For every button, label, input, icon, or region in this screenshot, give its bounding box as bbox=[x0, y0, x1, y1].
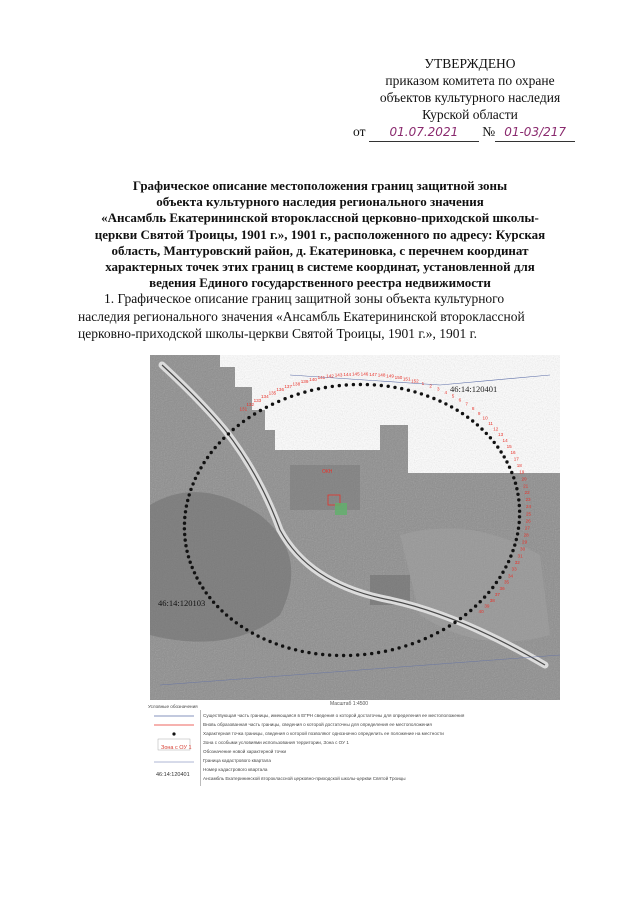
boundary-point bbox=[256, 634, 259, 637]
boundary-point bbox=[384, 650, 387, 653]
boundary-point bbox=[516, 493, 519, 496]
boundary-point bbox=[495, 581, 498, 584]
boundary-point bbox=[328, 653, 331, 656]
boundary-point-label: 11 bbox=[488, 420, 493, 426]
boundary-point bbox=[314, 652, 317, 655]
boundary-point bbox=[413, 390, 416, 393]
boundary-point-label: 35 bbox=[503, 579, 510, 585]
boundary-point-label: 24 bbox=[525, 504, 532, 510]
boundary-point bbox=[491, 586, 494, 589]
boundary-point bbox=[498, 576, 501, 579]
boundary-point-label: 147 bbox=[369, 371, 377, 377]
boundary-point bbox=[471, 419, 474, 422]
boundary-point bbox=[496, 445, 499, 448]
boundary-point-label: 23 bbox=[525, 497, 531, 503]
boundary-point bbox=[516, 532, 519, 535]
boundary-point bbox=[189, 488, 192, 491]
legend-row: Зона с особыми условиями использования территории, Зона с ОУ 1 bbox=[203, 740, 349, 745]
boundary-point bbox=[517, 498, 520, 501]
boundary-point bbox=[237, 424, 240, 427]
boundary-point bbox=[504, 565, 507, 568]
boundary-point bbox=[515, 538, 518, 541]
boundary-point bbox=[345, 383, 348, 386]
approval-line-3: объектов культурного наследия bbox=[379, 90, 561, 105]
legend-divider bbox=[200, 710, 201, 786]
boundary-point-label: 26 bbox=[525, 518, 531, 524]
boundary-point bbox=[505, 460, 508, 463]
boundary-point-label: 17 bbox=[513, 456, 519, 462]
boundary-point bbox=[349, 654, 352, 657]
boundary-point bbox=[230, 617, 233, 620]
boundary-point bbox=[245, 628, 248, 631]
boundary-point bbox=[220, 609, 223, 612]
boundary-point bbox=[518, 521, 521, 524]
boundary-point-label: 150 bbox=[394, 374, 403, 380]
boundary-point-label: 12 bbox=[493, 426, 499, 432]
boundary-point bbox=[513, 543, 516, 546]
boundary-point bbox=[420, 392, 423, 395]
boundary-point bbox=[377, 651, 380, 654]
boundary-point-label: 27 bbox=[524, 525, 530, 531]
title-line-6: характерных точек этих границ в системе координат, установленной для bbox=[105, 259, 535, 275]
boundary-point-label: 29 bbox=[522, 539, 528, 545]
boundary-point-label: 151 bbox=[402, 376, 411, 382]
boundary-point bbox=[479, 600, 482, 603]
boundary-point bbox=[338, 384, 341, 387]
boundary-point-label: 32 bbox=[514, 560, 520, 565]
boundary-point-label: 14 bbox=[502, 437, 508, 443]
boundary-point bbox=[184, 510, 187, 513]
boundary-point bbox=[194, 477, 197, 480]
paragraph-line-3: церковно-приходской школы-церкви Святой Троицы, 1901 г.», 1901 г. bbox=[78, 326, 477, 341]
boundary-point bbox=[275, 642, 278, 645]
boundary-point-label: 139 bbox=[300, 378, 309, 384]
boundary-point bbox=[222, 437, 225, 440]
boundary-point bbox=[294, 648, 297, 651]
boundary-point bbox=[310, 389, 313, 392]
boundary-point bbox=[193, 571, 196, 574]
boundary-point bbox=[512, 476, 515, 479]
boundary-point-label: 16 bbox=[510, 450, 516, 456]
boundary-point-label: 142 bbox=[326, 373, 334, 379]
legend-symbol-point bbox=[172, 732, 175, 735]
boundary-point bbox=[510, 471, 513, 474]
boundary-point bbox=[317, 387, 320, 390]
boundary-point bbox=[183, 522, 186, 525]
paragraph-line-1: 1. Графическое описание границ защитной зоны объекта культурного bbox=[104, 291, 505, 306]
boundary-point-label: 30 bbox=[520, 546, 526, 552]
boundary-point bbox=[485, 432, 488, 435]
boundary-point-label: 28 bbox=[523, 532, 529, 538]
boundary-point bbox=[474, 604, 477, 607]
boundary-point bbox=[183, 516, 186, 519]
boundary-point bbox=[450, 405, 453, 408]
legend-zone-label: Зона с ОУ 1 bbox=[161, 745, 192, 751]
boundary-point-label: 152 bbox=[411, 378, 419, 384]
boundary-point bbox=[373, 383, 376, 386]
boundary-point bbox=[424, 637, 427, 640]
boundary-point bbox=[417, 640, 420, 643]
boundary-point bbox=[208, 596, 211, 599]
boundary-point-label: 37 bbox=[494, 592, 500, 598]
boundary-point bbox=[483, 595, 486, 598]
boundary-point-label: 2 bbox=[429, 383, 432, 389]
boundary-point bbox=[335, 654, 338, 657]
title-line-2: объекта культурного наследия регионального значения bbox=[156, 194, 484, 210]
boundary-point-label: 5 bbox=[451, 393, 455, 399]
number-label: № bbox=[482, 124, 496, 139]
boundary-point bbox=[507, 560, 510, 563]
legend-row: Характерная точка границы, сведения о которой позволяют однозначно определить ее положение на местности bbox=[203, 731, 444, 736]
boundary-point-label: 132 bbox=[246, 402, 255, 408]
from-label: от bbox=[353, 124, 366, 139]
boundary-point-label: 4 bbox=[444, 389, 448, 395]
boundary-point-label: 140 bbox=[309, 376, 317, 382]
boundary-point bbox=[214, 446, 217, 449]
boundary-point bbox=[283, 397, 286, 400]
boundary-point bbox=[400, 387, 403, 390]
boundary-point-label: 135 bbox=[268, 390, 277, 396]
boundary-point-label: 22 bbox=[524, 490, 530, 496]
boundary-point bbox=[259, 409, 262, 412]
boundary-point-label: 145 bbox=[351, 371, 360, 377]
boundary-point bbox=[290, 395, 293, 398]
legend-row: Существующая часть границы, имеющаяся в ЕГРН сведения о которой достаточны для определения ее местоположения bbox=[203, 713, 465, 718]
boundary-point-label: 146 bbox=[360, 371, 369, 377]
boundary-point bbox=[461, 412, 464, 415]
boundary-point bbox=[426, 394, 429, 397]
boundary-point bbox=[212, 601, 215, 604]
boundary-point bbox=[183, 533, 186, 536]
boundary-point bbox=[196, 471, 199, 474]
approval-sign-line bbox=[353, 123, 603, 142]
boundary-point-label: 15 bbox=[506, 443, 512, 449]
boundary-point-label: 138 bbox=[292, 381, 301, 387]
legend-row: Вновь образованная часть границы, сведения о которой достаточны для определения ее местоположения bbox=[203, 722, 432, 727]
legend-row: Номер кадастрового квартала bbox=[203, 767, 268, 772]
legend-row: Обозначение новой характерной точки bbox=[203, 749, 287, 754]
boundary-point-label: 141 bbox=[317, 375, 326, 381]
boundary-point bbox=[185, 504, 188, 507]
boundary-point-label: 134 bbox=[260, 394, 269, 399]
boundary-point-label: 33 bbox=[511, 566, 517, 572]
boundary-point-label: 149 bbox=[386, 373, 394, 379]
boundary-point bbox=[206, 456, 209, 459]
boundary-point bbox=[201, 586, 204, 589]
boundary-point bbox=[297, 392, 300, 395]
boundary-point bbox=[393, 386, 396, 389]
boundary-map bbox=[140, 355, 560, 700]
boundary-point bbox=[187, 555, 190, 558]
boundary-point bbox=[459, 617, 462, 620]
boundary-point-label: 40 bbox=[478, 609, 484, 615]
boundary-point bbox=[277, 400, 280, 403]
boundary-point-label: 1 bbox=[421, 380, 425, 386]
boundary-point bbox=[195, 576, 198, 579]
boundary-point bbox=[268, 640, 271, 643]
boundary-point bbox=[262, 637, 265, 640]
boundary-point bbox=[307, 651, 310, 654]
boundary-point-label: 143 bbox=[334, 372, 343, 378]
boundary-point-label: 21 bbox=[523, 483, 529, 489]
boundary-point bbox=[515, 487, 518, 490]
boundary-point bbox=[331, 385, 334, 388]
boundary-point bbox=[487, 591, 490, 594]
boundary-point bbox=[342, 654, 345, 657]
approval-date: 01.07.2021 bbox=[369, 124, 479, 142]
boundary-point bbox=[518, 504, 521, 507]
boundary-point bbox=[432, 397, 435, 400]
boundary-point bbox=[247, 416, 250, 419]
boundary-point bbox=[218, 441, 221, 444]
boundary-point bbox=[253, 412, 256, 415]
boundary-point-label: 136 bbox=[276, 387, 285, 392]
boundary-point bbox=[397, 646, 400, 649]
title-line-5: область, Мантуровский район, д. Екатериновка, с перечнем координат bbox=[111, 242, 529, 258]
boundary-point bbox=[469, 609, 472, 612]
boundary-point bbox=[464, 613, 467, 616]
approval-number: 01-03/217 bbox=[495, 124, 575, 142]
boundary-point bbox=[438, 399, 441, 402]
paragraph-line-2: наследия регионального значения «Ансамбль Екатерининской второклассной bbox=[78, 308, 525, 324]
boundary-point-label: 20 bbox=[521, 476, 527, 482]
boundary-point bbox=[287, 646, 290, 649]
boundary-point-label: 38 bbox=[489, 598, 495, 603]
boundary-point bbox=[363, 653, 366, 656]
approval-line-2: приказом комитета по охране bbox=[385, 73, 555, 88]
boundary-point bbox=[198, 581, 201, 584]
boundary-point-label: 148 bbox=[377, 372, 386, 378]
boundary-point bbox=[186, 499, 189, 502]
boundary-point bbox=[366, 383, 369, 386]
boundary-point bbox=[499, 450, 502, 453]
boundary-point bbox=[411, 642, 414, 645]
approval-title: УТВЕРЖДЕНО bbox=[424, 56, 516, 71]
boundary-point bbox=[511, 549, 514, 552]
boundary-point bbox=[430, 634, 433, 637]
boundary-point bbox=[444, 402, 447, 405]
boundary-point bbox=[271, 403, 274, 406]
boundary-point bbox=[240, 625, 243, 628]
boundary-point bbox=[514, 482, 517, 485]
boundary-point-label: 137 bbox=[284, 384, 293, 389]
boundary-point bbox=[453, 621, 456, 624]
boundary-point bbox=[189, 561, 192, 564]
boundary-point-label: 3 bbox=[437, 386, 440, 392]
boundary-point bbox=[508, 466, 511, 469]
boundary-point bbox=[251, 631, 254, 634]
boundary-point bbox=[227, 432, 230, 435]
boundary-point bbox=[202, 461, 205, 464]
approval-block bbox=[353, 55, 585, 139]
legend-quarter-label: 46:14:120401 bbox=[156, 772, 190, 778]
title-line-1: Графическое описание местоположения границ защитной зоны bbox=[132, 178, 508, 193]
boundary-point bbox=[188, 493, 191, 496]
boundary-point bbox=[235, 621, 238, 624]
boundary-point bbox=[391, 648, 394, 651]
boundary-point bbox=[242, 420, 245, 423]
boundary-point-label: 7 bbox=[465, 401, 468, 407]
title-line-7: ведения Единого государственного реестра недвижимости bbox=[149, 275, 491, 291]
boundary-point bbox=[407, 389, 410, 392]
boundary-point bbox=[456, 409, 459, 412]
boundary-point-label: 39 bbox=[484, 603, 490, 609]
satellite-imagery bbox=[150, 355, 560, 700]
boundary-point-label: 6 bbox=[458, 397, 462, 403]
boundary-point bbox=[380, 384, 383, 387]
boundary-point bbox=[518, 515, 521, 518]
boundary-point-label: 13 bbox=[498, 432, 504, 437]
boundary-point bbox=[359, 383, 362, 386]
boundary-point-label: 9 bbox=[477, 410, 481, 416]
paragraph-1 bbox=[78, 290, 572, 343]
boundary-point-label: 8 bbox=[471, 406, 475, 411]
boundary-point-label: 131 bbox=[239, 406, 248, 412]
boundary-point-label: 34 bbox=[507, 573, 514, 579]
boundary-point bbox=[265, 406, 268, 409]
approval-line-4: Курской области bbox=[422, 107, 518, 122]
boundary-point bbox=[352, 383, 355, 386]
map-scale: Масштаб 1:4500 bbox=[330, 701, 369, 707]
quarter-label-1: 46:14:120401 bbox=[450, 384, 498, 394]
boundary-point bbox=[387, 385, 390, 388]
boundary-point bbox=[184, 544, 187, 547]
boundary-point bbox=[356, 653, 359, 656]
boundary-point-label: 31 bbox=[517, 553, 523, 559]
quarter-label-2: 46:14:120103 bbox=[158, 598, 206, 608]
boundary-point bbox=[232, 428, 235, 431]
document-title bbox=[70, 178, 570, 291]
svg-text:ОКН: ОКН bbox=[322, 469, 333, 475]
boundary-point bbox=[185, 550, 188, 553]
boundary-point bbox=[493, 441, 496, 444]
boundary-point bbox=[518, 510, 521, 513]
boundary-point bbox=[191, 566, 194, 569]
legend-row: Граница кадастрового квартала bbox=[203, 758, 271, 763]
boundary-point-label: 10 bbox=[482, 415, 488, 421]
boundary-point bbox=[183, 527, 186, 530]
boundary-point bbox=[404, 644, 407, 647]
boundary-point-label: 133 bbox=[253, 397, 262, 403]
boundary-point-label: 25 bbox=[525, 511, 532, 517]
title-line-3: «Ансамбль Екатерининской второклассной церковно-приходской школы- bbox=[101, 210, 539, 226]
boundary-point bbox=[210, 451, 213, 454]
boundary-point bbox=[216, 605, 219, 608]
boundary-point bbox=[476, 423, 479, 426]
boundary-point bbox=[191, 482, 194, 485]
title-line-4: церкви Святой Троицы, 1901 г.», 1901 г., расположенного по адресу: Курская bbox=[94, 226, 546, 242]
boundary-point bbox=[225, 613, 228, 616]
boundary-point bbox=[205, 591, 208, 594]
boundary-point bbox=[503, 455, 506, 458]
boundary-point bbox=[301, 650, 304, 653]
boundary-point bbox=[324, 386, 327, 389]
boundary-point-label: 19 bbox=[519, 469, 525, 475]
boundary-point bbox=[436, 631, 439, 634]
boundary-point bbox=[281, 644, 284, 647]
boundary-point bbox=[489, 436, 492, 439]
boundary-point-label: 36 bbox=[499, 586, 505, 591]
boundary-point-label: 18 bbox=[516, 463, 522, 468]
boundary-point bbox=[303, 390, 306, 393]
boundary-point bbox=[509, 554, 512, 557]
boundary-point bbox=[517, 527, 520, 530]
boundary-point bbox=[448, 624, 451, 627]
legend bbox=[148, 704, 553, 796]
boundary-point bbox=[480, 427, 483, 430]
boundary-point bbox=[370, 652, 373, 655]
boundary-point bbox=[501, 571, 504, 574]
boundary-point bbox=[442, 628, 445, 631]
boundary-point bbox=[184, 538, 187, 541]
boundary-point bbox=[199, 466, 202, 469]
boundary-point-label: 144 bbox=[343, 371, 352, 377]
legend-title: Условные обозначения bbox=[148, 704, 198, 709]
boundary-point bbox=[466, 416, 469, 419]
boundary-point bbox=[321, 653, 324, 656]
legend-row: Ансамбль Екатерининской второклассной церковно-приходской школы-церкви Святой Троицы bbox=[203, 776, 406, 781]
